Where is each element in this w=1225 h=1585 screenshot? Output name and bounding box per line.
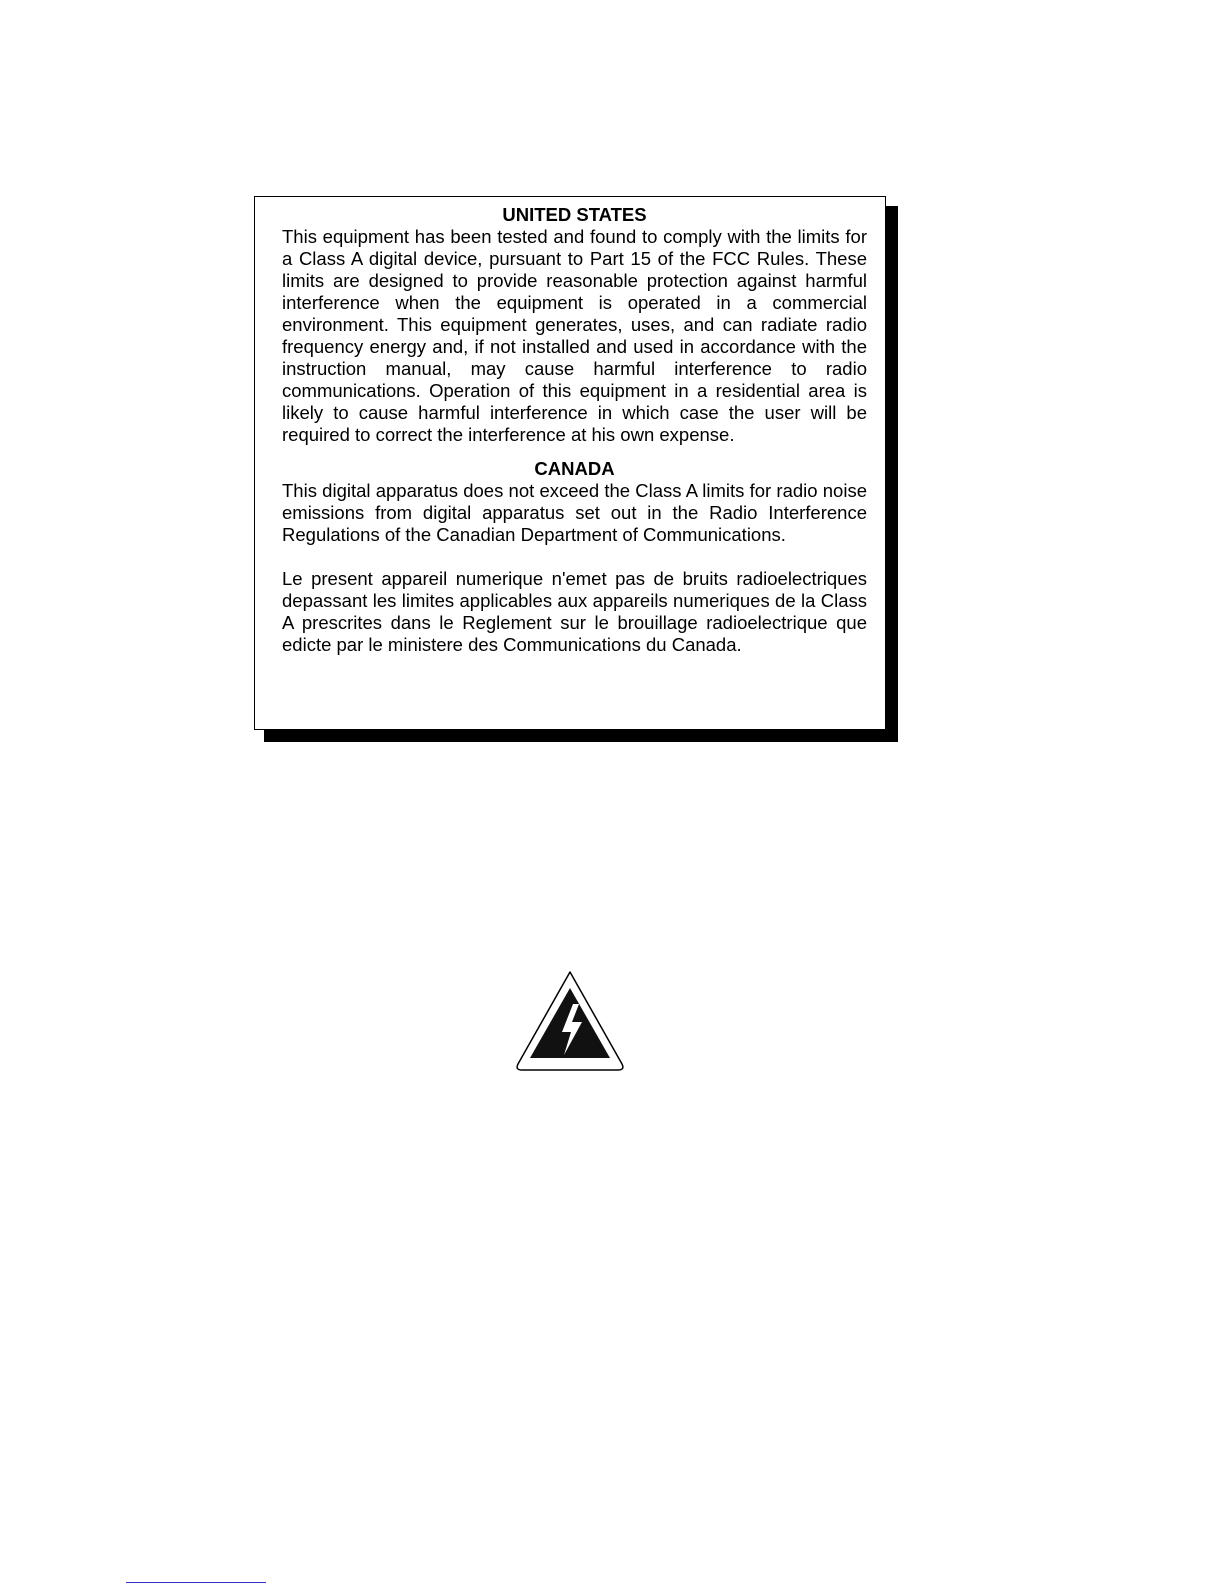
paragraph-gap (282, 546, 867, 568)
regulatory-notice-box (254, 196, 886, 730)
canada-statement-english: This digital apparatus does not exceed the Class A limits for radio noise emissions from digital apparatus set out in the Radio Interference Regulations of the Canadian Department of Communications. (282, 480, 867, 545)
us-fcc-statement: This equipment has been tested and found to comply with the limits for a Class A digital device, pursuant to Part 15 of the FCC Rules. These limits are designed to provide reasonable protection against harmful interference when the equipment is operated in a commercial environment. This equipment generates, uses, and can radiate radio frequency energy and, if not installed and used in accordance with the instruction manual, may cause harmful interference to radio communications. Operation of this equipment in a residential area is likely to cause harmful interference in which case the user will be required to correct the interference at his own expense. (282, 226, 867, 445)
us-heading: UNITED STATES (502, 204, 647, 225)
canada-statement-french: Le present appareil numerique n'emet pas de bruits radioelectriques depassant les limites applicables aux appareils numeriques de la Class A prescrites dans le Reglement sur le brouillage radioelectrique que edicte par le ministere des Communications du Canada. (282, 568, 867, 655)
canada-heading: CANADA (534, 458, 615, 479)
electrical-hazard-icon (512, 966, 628, 1074)
footer-rule (126, 1582, 266, 1583)
section-gap (282, 446, 867, 458)
